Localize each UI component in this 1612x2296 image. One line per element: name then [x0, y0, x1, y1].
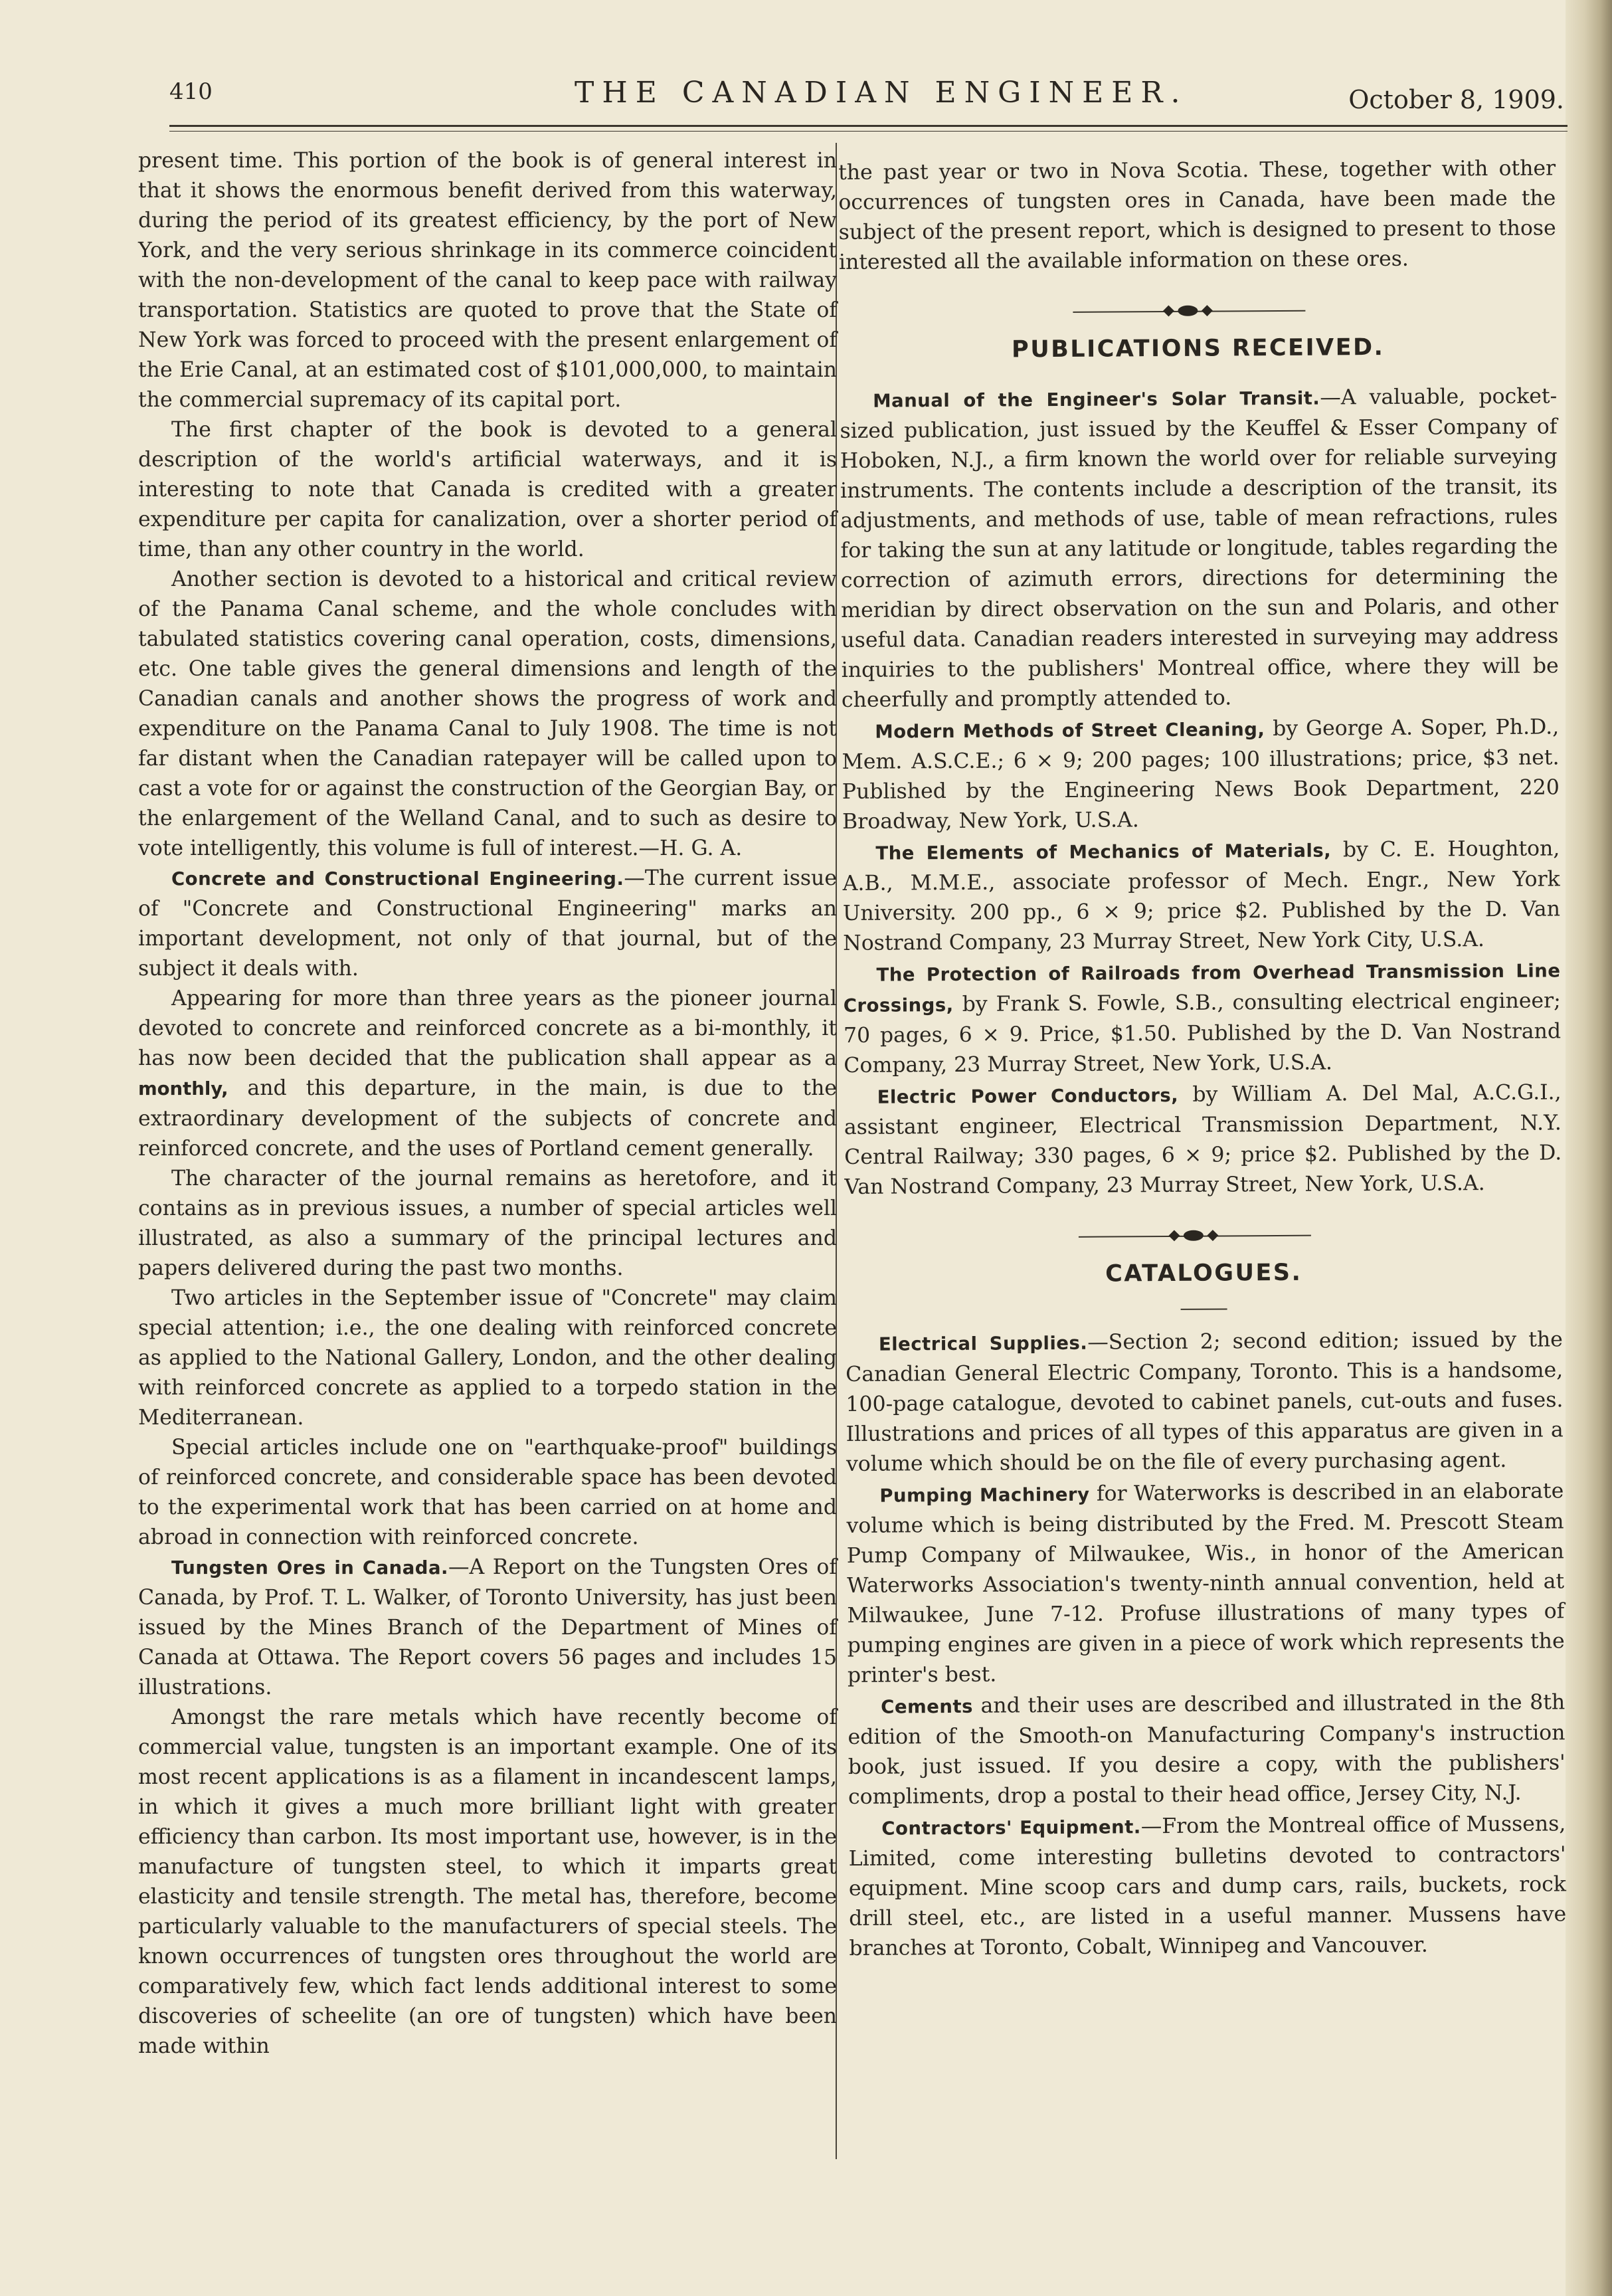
- catalogue-entry: Pumping Machinery for Waterworks is described in an elaborate volume which is being distributed by the Fred. M. Prescott Steam Pump Company of Milwaukee, Wis., in honor of the American Waterworks Association's twenty-ninth annual convention, held at Milwaukee, June 7-12. Profuse illustrations of many types of pumping engines are given in a piece of work which represents the printer's best.: [846, 1479, 1565, 1687]
- journal-title: THE CANADIAN ENGINEER.: [575, 76, 1188, 110]
- right-column: [838, 153, 1567, 1964]
- paragraph: present time. This portion of the book is of general interest in that it shows the enormous benefit derived from this waterway, during the period of its greatest efficiency, by the port of New York, and the very serious shrinkage in its commerce coincident with the non-development of the canal to keep pace with railway transportation. Statistics are quoted to prove that the State of New York was forced to proceed with the present enlargement of the Erie Canal, at an estimated cost of $101,000,000, to maintain the commercial supremacy of its capital port.: [138, 149, 837, 412]
- paragraph: The first chapter of the book is devoted to a general description of the world's artificial waterways, and it is interesting to note that Canada is credited with a greater expenditure per capita for canalization, over a shorter period of time, than any other country in the world.: [138, 418, 837, 561]
- publication-entry: The Protection of Railroads from Overhead Transmission Line Crossings, by Frank S. Fowle, S.B., consulting electrical engineer; 70 pages, 6 × 9. Price, $1.50. Published by the D. Van Nostrand Company, 23 Murray Street, New York, U.S.A.: [843, 960, 1562, 1078]
- paragraph: The character of the journal remains as heretofore, and it contains as in previous issues, a number of special articles well illustrated, as also a summary of the principal lectures and papers delivered during the past two months.: [138, 1167, 837, 1280]
- article-lead: Tungsten Ores in Canada.: [171, 1557, 448, 1578]
- catalogue-entry: Contractors' Equipment.—From the Montreal office of Mussens, Limited, come interesting bulletins devoted to contractors' equipment. Mine scoop cars and dump cars, rails, buckets, rock drill steel, etc., are listed in a useful manner. Mussens have branches at Toronto, Cobalt, Winnipeg and Vancouver.: [848, 1812, 1567, 1961]
- paragraph: Two articles in the September issue of "Concrete" may claim special attention; i.e., the one dealing with reinforced concrete as applied to the National Gallery, London, and the other dealing with reinforced concrete as applied to a torpedo station in the Mediterranean.: [138, 1286, 837, 1430]
- emphasis-text: monthly,: [138, 1078, 228, 1100]
- page-header: [169, 78, 1564, 125]
- paragraph: Amongst the rare metals which have recently become of commercial value, tungsten is an important example. One of its most recent applications is as a filament in incandescent lamps, in which it gives a much more brilliant light with greater efficiency than carbon. Its most important use, however, is in the manufacture of tungsten steel, to which it imparts great elasticity and tensile strength. The metal has, therefore, become particularly valuable to the manufacturers of special steels. The known occurrences of tungsten ores throughout the world are comparatively few, which fact lends additional interest to some discoveries of scheelite (an ore of tungsten) which have been made within: [138, 1705, 837, 2058]
- paragraph: Special articles include one on "earthquake-proof" buildings of reinforced concrete, and considerable space has been devoted to the experimental work that has been carried on at home and abroad in connection with reinforced concrete.: [138, 1436, 837, 1549]
- section-ornament: [845, 1220, 1562, 1252]
- article-concrete: Concrete and Constructional Engineering.—The current issue of "Concrete and Constructional Engineering" marks an important development, not only of that journal, but of the subject it deals with.: [138, 866, 837, 981]
- publications-heading: PUBLICATIONS RECEIVED.: [1011, 334, 1385, 363]
- article-tungsten: Tungsten Ores in Canada.—A Report on the Tungsten Ores of Canada, by Prof. T. L. Walker, of Toronto University, has just been issued by the Mines Branch of the Department of Mines of Canada at Ottawa. The Report covers 56 pages and includes 15 illustrations.: [138, 1555, 837, 1699]
- heading-rule: [1181, 1308, 1227, 1309]
- paragraph: Another section is devoted to a historical and critical review of the Panama Canal scheme, and the whole concludes with tabulated statistics covering canal operation, costs, dimensions, etc. One table gives the general dimensions and length of the Canadian canals and another shows the progress of work and expenditure on the Panama Canal to July 1908. The time is not far distant when the Canadian ratepayer will be called upon to cast a vote for or against the construction of the Georgian Bay, or the enlargement of the Welland Canal, and to such as desire to vote intelligently, this volume is full of interest.—H. G. A.: [138, 567, 837, 860]
- paragraph: Appearing for more than three years as the pioneer journal devoted to concrete and reinforced concrete as a bi-monthly, it has now been decided that the publication shall appear as a monthly, and this departure, in the main, is due to the extraordinary development of the subjects of concrete and reinforced concrete, and the uses of Portland cement generally.: [138, 987, 837, 1161]
- header-rule-thick: [169, 125, 1567, 127]
- article-lead: Concrete and Constructional Engineering.: [171, 868, 624, 890]
- page-number: 410: [169, 78, 213, 105]
- catalogues-heading: CATALOGUES.: [1105, 1259, 1302, 1288]
- publication-entry: Electric Power Conductors, by William A. Del Mal, A.C.G.I., assistant engineer, Electrical Transmission Department, N.Y. Central Railway; 330 pages, 6 × 9; price $2. Published by the D. Van Nostrand Company, 23 Murray Street, New York, U.S.A.: [844, 1080, 1562, 1199]
- section-ornament: [839, 296, 1556, 327]
- left-column: [138, 146, 837, 2061]
- publication-entry: The Elements of Mechanics of Materials, by C. E. Houghton, A.B., M.M.E., associate professor of Mech. Engr., New York University. 200 pp., 6 × 9; price $2. Published by the D. Van Nostrand Company, 23 Murray Street, New York City, U.S.A.: [842, 836, 1561, 955]
- page-binding-edge: [1566, 0, 1612, 2296]
- catalogue-entry: Cements and their uses are described and illustrated in the 8th edition of the Smooth-on Manufacturing Company's instruction book, just issued. If you desire a copy, with the publishers' compliments, drop a postal to their head office, Jersey City, N.J.: [848, 1690, 1566, 1809]
- header-rule-thin: [169, 131, 1567, 132]
- publication-entry: Manual of the Engineer's Solar Transit.—A valuable, pocket-sized publication, just issued by the Keuffel & Esser Company of Hoboken, N.J., a firm known the world over for reliable surveying instruments. The contents include a description of the transit, its adjustments, and methods of use, table of mean refractions, rules for taking the sun at any latitude or longitude, tables regarding the correction of azimuth errors, directions for determining the meridian by direct observation on the sun and Polaris, and other useful data. Canadian readers interested in surveying may address inquiries to the publishers' Montreal office, where they will be cheerfully and promptly attended to.: [840, 384, 1559, 712]
- issue-date: October 8, 1909.: [1348, 85, 1564, 114]
- publication-entry: Modern Methods of Street Cleaning, by George A. Soper, Ph.D., Mem. A.S.C.E.; 6 × 9; 200 pages; 100 illustrations; price, $3 net. Published by the Engineering News Book Department, 220 Broadway, New York, U.S.A.: [842, 715, 1560, 834]
- paragraph: the past year or two in Nova Scotia. These, together with other occurrences of tungsten ores in Canada, have been made the subject of the present report, which is designed to present to those interested all the available information on these ores.: [838, 156, 1556, 274]
- catalogue-entry: Electrical Supplies.—Section 2; second edition; issued by the Canadian General Electric Company, Toronto. This is a handsome, 100-page catalogue, devoted to cabinet panels, cut-outs and fuses. Illustrations and prices of all types of this apparatus are given in a volume which should be on the file of every purchasing agent.: [846, 1327, 1564, 1476]
